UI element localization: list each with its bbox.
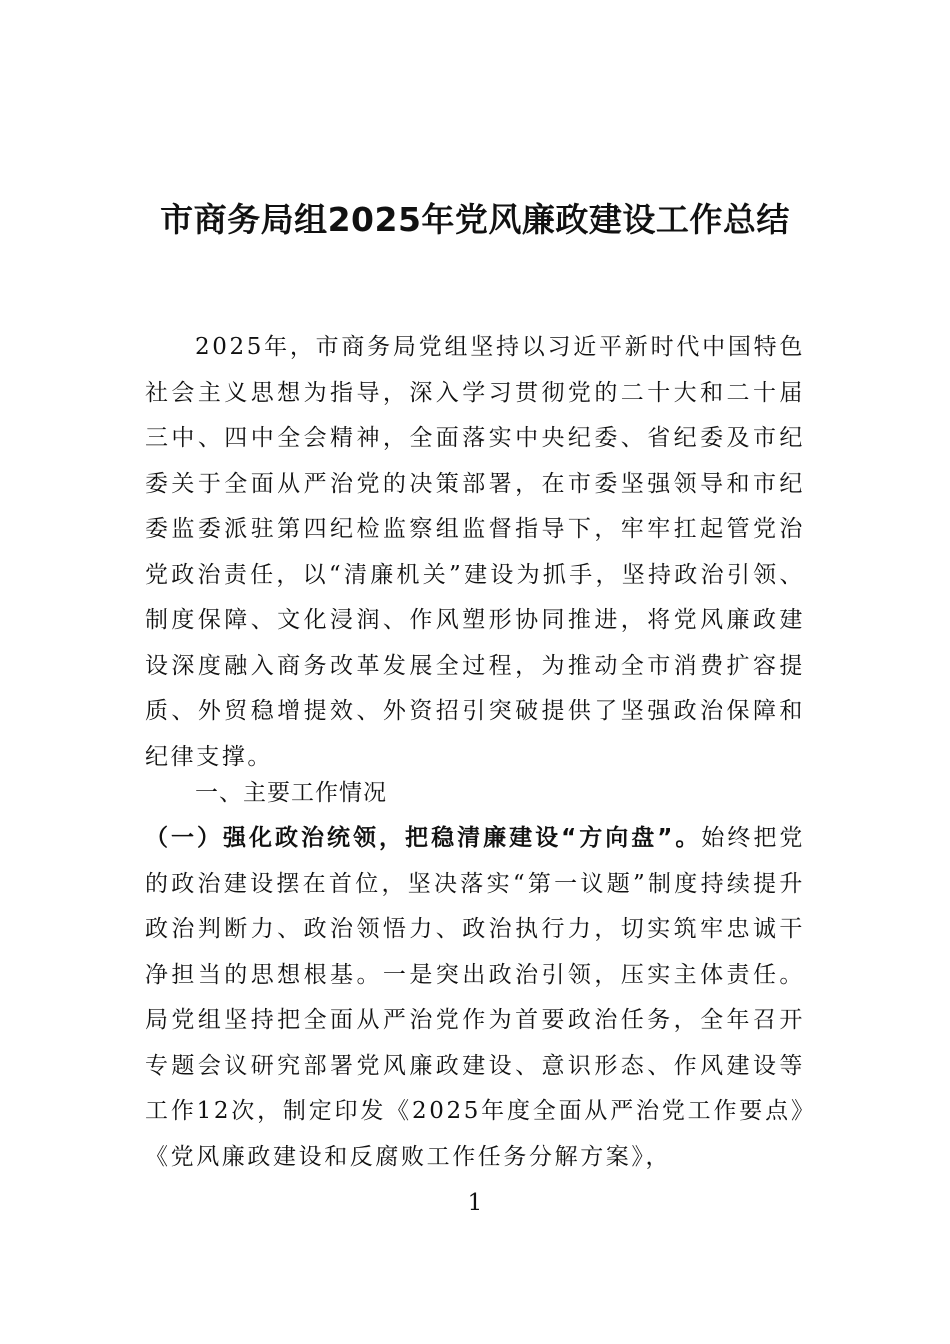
- page-number: 1: [467, 1190, 483, 1216]
- subsection-paragraph: [145, 816, 805, 1180]
- intro-paragraph: 2025年，市商务局党组坚持以习近平新时代中国特色社会主义思想为指导，深入学习贯彻党的二十大和二十届三中、四中全会精神，全面落实中央纪委、省纪委及市纪委关于全面从严治党的决策部署，在市委坚强领导和市纪委监委派驻第四纪检监察组监督指导下，牢牢扛起管党治党政治责任，以“清廉机关”建设为抓手，坚持政治引领、制度保障、文化浸润、作风塑形协同推进，将党风廉政建设深度融入商务改革发展全过程，为推动全市消费扩容提质、外贸稳增提效、外资招引突破提供了坚强政治保障和纪律支撑。: [145, 334, 805, 770]
- document-title: 市商务局组2025年党风廉政建设工作总结: [160, 200, 790, 239]
- section-heading: 一、主要工作情况: [195, 780, 387, 806]
- subsection-body: 始终把党的政治建设摆在首位，坚决落实“第一议题”制度持续提升政治判断力、政治领悟力、政治执行力，切实筑牢忠诚干净担当的思想根基。一是突出政治引领，压实主体责任。局党组坚持把全面从严治党作为首要政治任务，全年召开专题会议研究部署党风廉政建设、意识形态、作风建设等工作12次，制定印发《2025年度全面从严治党工作要点》《党风廉政建设和反腐败工作任务分解方案》，: [145, 825, 805, 1170]
- subsection-heading: （一）强化政治统领，把稳清廉建设“方向盘”。: [145, 825, 702, 851]
